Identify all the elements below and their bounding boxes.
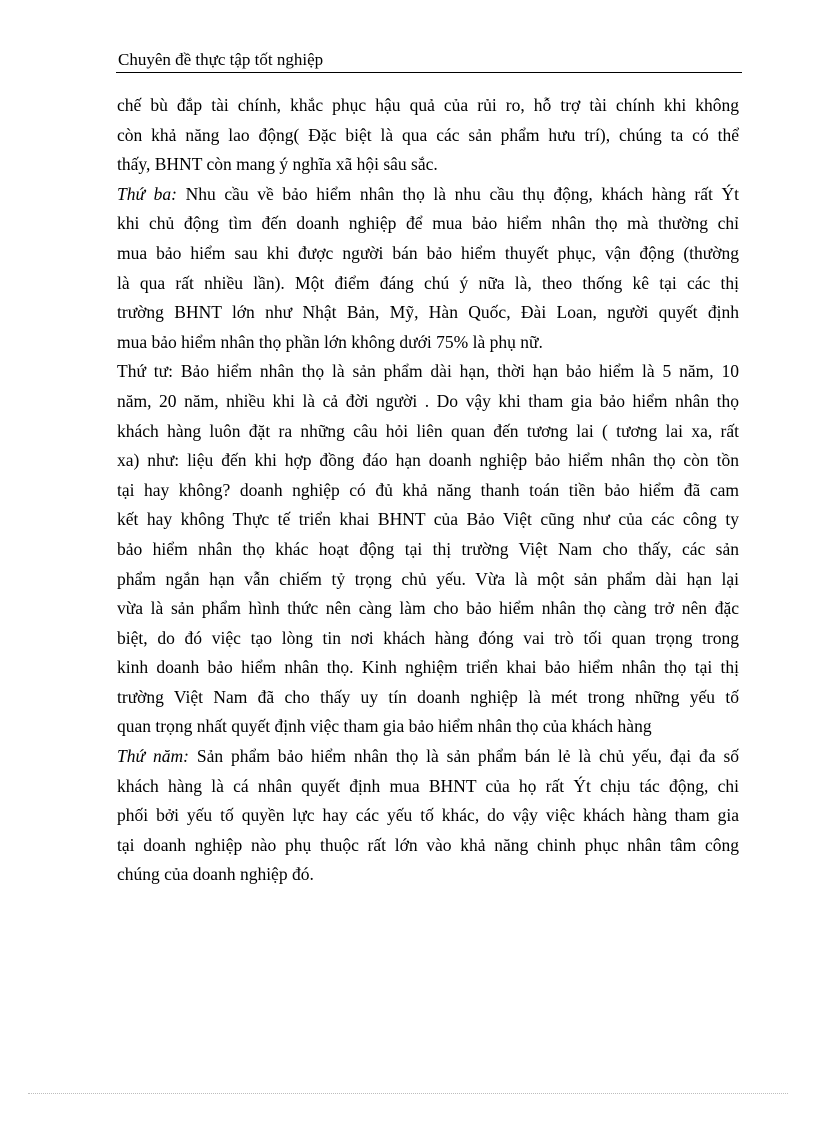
text-line	[117, 742, 739, 772]
text-line: tại hay không? doanh nghiệp có đủ khả năng thanh toán tiền bảo hiểm đã cam	[117, 479, 739, 500]
text-line	[117, 180, 739, 210]
text-line: năm, 20 năm, nhiều khi là cả đời người . Do vậy khi tham gia bảo hiểm nhân thọ	[117, 390, 739, 411]
text-run: Sản phẩm bảo hiểm nhân thọ là sản phẩm bán lẻ là chủ yếu, đại đa số	[188, 746, 740, 767]
paragraph-lead: Thứ năm:	[117, 746, 189, 767]
text-line: bảo hiểm nhân thọ khác hoạt động tại thị trường Việt Nam cho thấy, các sản	[117, 538, 739, 559]
header-divider	[116, 72, 742, 73]
text-line: biệt, do đó việc tạo lòng tin nơi khách hàng đóng vai trò tối quan trọng trong	[117, 627, 739, 648]
text-line: kết hay không Thực tế triển khai BHNT của Bảo Việt cũng như của các công ty	[117, 509, 739, 530]
text-line: mua bảo hiểm sau khi được người bán bảo hiểm thuyết phục, vận động (thường	[117, 242, 739, 263]
text-line: phẩm ngắn hạn vẫn chiếm tỷ trọng chủ yếu. Vừa là một sản phẩm dài hạn lại	[117, 568, 739, 589]
text-line: mua bảo hiểm nhân thọ phần lớn không dưới 75% là phụ nữ.	[117, 331, 543, 352]
text-line: phối bởi yếu tố quyền lực hay các yếu tố khác, do vậy việc khách hàng tham gia	[117, 805, 739, 826]
text-line: khi chủ động tìm đến doanh nghiệp để mua bảo hiểm nhân thọ mà thường chỉ	[117, 213, 739, 234]
paragraph-lead: Thứ ba:	[117, 183, 177, 204]
text-line: trường BHNT lớn như Nhật Bản, Mỹ, Hàn Quốc, Đài Loan, người quyết định	[117, 302, 739, 323]
text-line: khách hàng là cá nhân quyết định mua BHNT của họ rất Ýt chịu tác động, chi	[117, 775, 739, 796]
text-line: quan trọng nhất quyết định việc tham gia bảo hiểm nhân thọ của khách hàng	[117, 716, 652, 737]
text-line: chế bù đắp tài chính, khắc phục hậu quả của rủi ro, hỗ trợ tài chính khi không	[117, 95, 739, 115]
page-header-title: Chuyên đề thực tập tốt nghiệp	[118, 50, 324, 69]
body-text	[117, 91, 739, 890]
text-line: xa) như: liệu đến khi hợp đồng đáo hạn doanh nghiệp bảo hiểm nhân thọ còn tồn	[117, 450, 739, 471]
text-line: Thứ tư: Bảo hiểm nhân thọ là sản phẩm dài hạn, thời hạn bảo hiểm là 5 năm, 10	[117, 361, 739, 382]
text-line: khách hàng luôn đặt ra những câu hỏi liên quan đến tương lai ( tương lai xa, rất	[117, 420, 739, 441]
text-line: vừa là sản phẩm hình thức nên càng làm cho bảo hiểm nhân thọ càng trở nên đặc	[117, 598, 739, 619]
text-line: còn khả năng lao động( Đặc biệt là qua các sản phẩm hưu trí), chúng ta có thể	[117, 124, 739, 145]
text-run: Nhu cầu về bảo hiểm nhân thọ là nhu cầu thụ động, khách hàng rất Ýt	[176, 183, 739, 204]
text-line: là qua rất nhiều lần). Một điểm đáng chú ý nữa là, theo thống kê tại các thị	[117, 272, 739, 293]
text-line: thấy, BHNT còn mang ý nghĩa xã hội sâu sắc.	[117, 154, 438, 175]
page-bottom-border	[28, 1093, 788, 1094]
text-line: trường Việt Nam đã cho thấy uy tín doanh nghiệp là mét trong những yếu tố	[117, 686, 739, 707]
text-line: tại doanh nghiệp nào phụ thuộc rất lớn vào khả năng chinh phục nhân tâm công	[117, 834, 739, 855]
text-line: chúng của doanh nghiệp đó.	[117, 864, 314, 885]
text-line: kinh doanh bảo hiểm nhân thọ. Kinh nghiệm triển khai bảo hiểm nhân thọ tại thị	[117, 657, 739, 678]
